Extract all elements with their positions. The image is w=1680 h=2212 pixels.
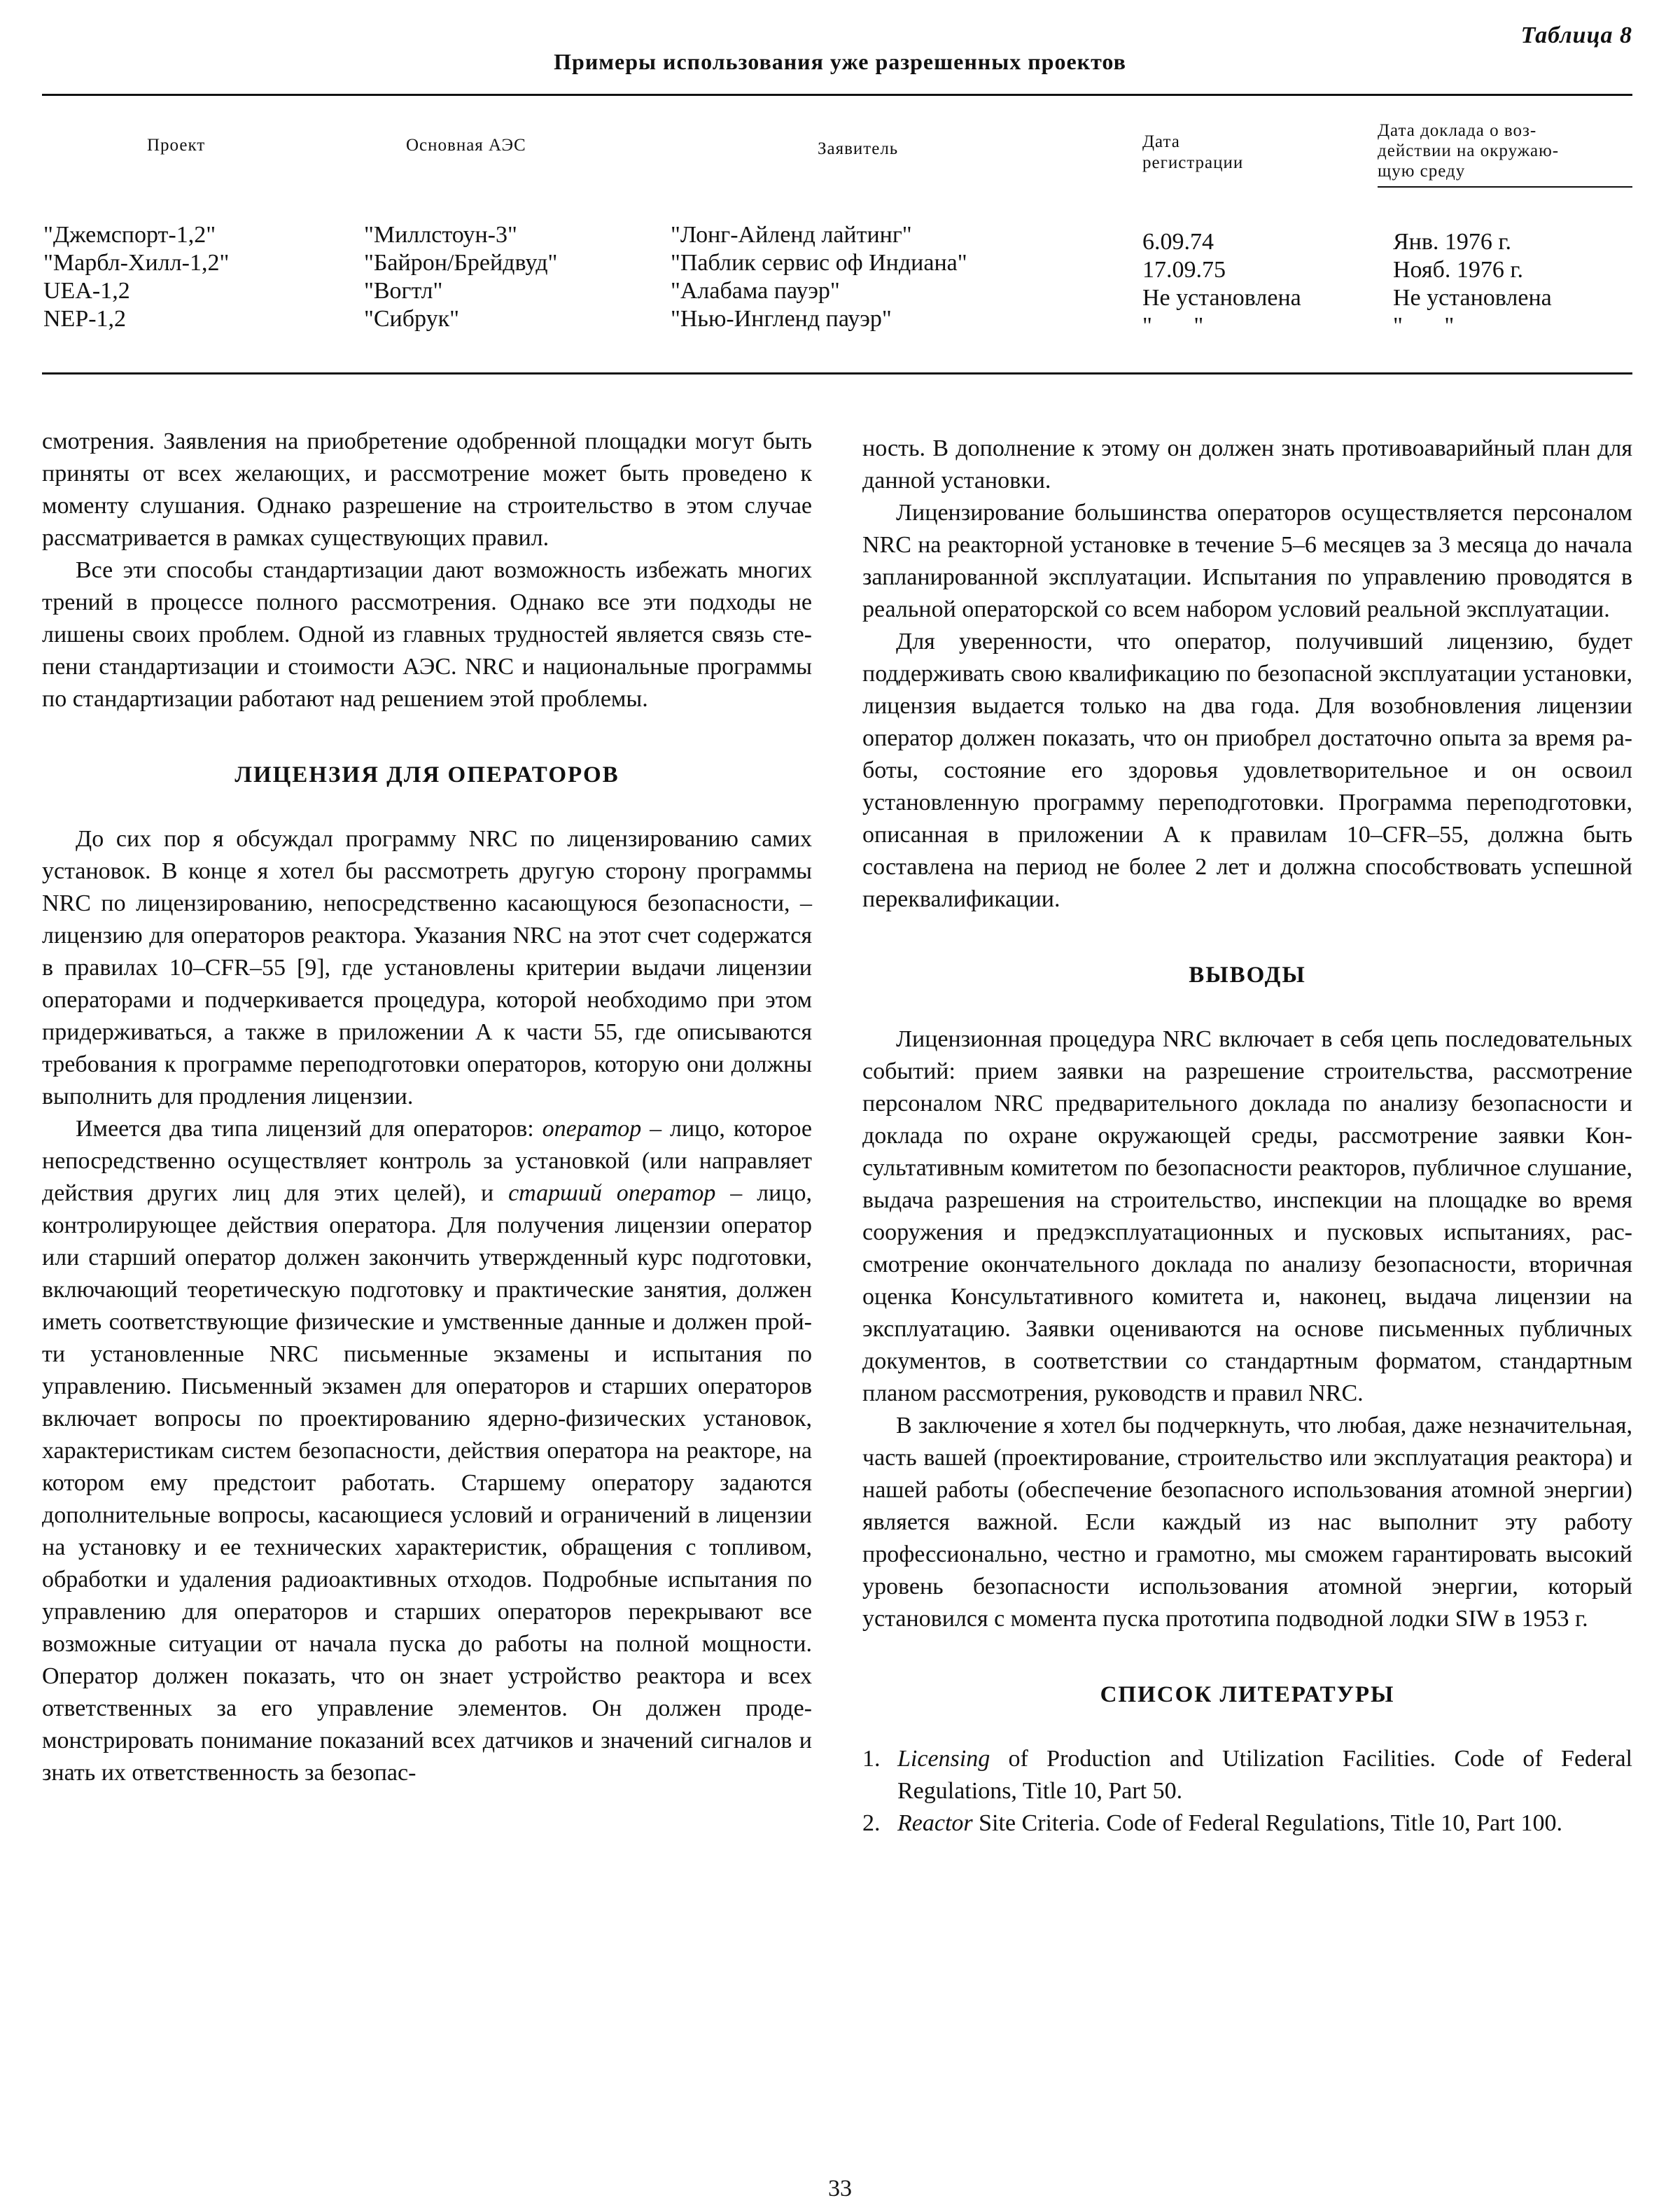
reference-number: 1. <box>862 1746 881 1772</box>
header-plant: Основная АЭС <box>406 136 526 155</box>
column-registration-dates: 6.09.74 17.09.75 Не установлена " " <box>1142 229 1301 339</box>
left-paragraph-4 <box>42 1113 812 1789</box>
header-applicant: Заявитель <box>818 139 899 158</box>
page-number: 33 <box>828 2176 852 2202</box>
left-paragraph-3: До сих пор я обсуждал программу NRC по лицензированию самих установок. В конце я хотел бы рассмотреть другую сторону программы NRC по лицензированию, непосредственно касающуюся безопасности, – лицензию для операторов реактора. Указания NRC на этот счет содержатся в правилах 10–CFR–55 [9], где установлены критерии выдачи лицензии операторами и подчеркивается процедура, которой необходимо при этом придерживаться, а также в приложении А к части 55, где описываются требования к программе переподготовки операторов, которую они должны выполнить для продления лицензии. <box>42 826 812 1110</box>
reference-text <box>897 1743 1632 1807</box>
header-registration: Дата регистрации <box>1142 132 1244 172</box>
right-paragraph-2: Лицензирование большинства операторов осуществляется персоналом NRC на реакторной установке в течение 5–6 месяцев за 3 месяца до начала запланированной эксплуатации. Испытания по управлению проводятся в реальной операторской со всем набором условий реальной эксплуатации. <box>862 500 1632 622</box>
table-bottom-rule <box>42 372 1632 374</box>
column-plants: "Миллстоун-3" "Байрон/Брейдвуд" "Вогтл" "Сибрук" <box>364 222 558 332</box>
reference-number: 2. <box>862 1810 881 1836</box>
term-senior-operator: старший оператор <box>508 1180 716 1206</box>
reference-list <box>862 1743 1632 1840</box>
column-applicants: "Лонг-Айленд лайтинг" "Паблик сервис оф Индиана" "Алабама пауэр" "Нью-Ингленд пауэр" <box>671 222 967 332</box>
header-project: Проект <box>147 136 206 155</box>
table-label: Таблица 8 <box>1520 22 1632 48</box>
section-heading-conclusions: ВЫВОДЫ <box>1189 962 1306 988</box>
reference-item <box>862 1743 1632 1807</box>
p4-part-a: Имеется два типа лицензий для операторов: <box>76 1116 542 1142</box>
table-top-rule <box>42 94 1632 96</box>
left-paragraph-2: Все эти способы стандартизации дают возможность избежать многих трений в процессе полного рассмотрения. Однако все эти подходы не лишены своих проблем. Одной из главных трудностей является связь степени стандартизации и стоимости АЭС. NRC и национальные программы по стандартизации работают над решением этой проблемы. <box>42 557 812 712</box>
column-report-dates: Янв. 1976 г. Нояб. 1976 г. Не установлена " " <box>1393 229 1552 339</box>
reference-item <box>862 1807 1632 1840</box>
reference-italic: Licensing <box>897 1746 990 1772</box>
right-paragraph-1: ность. В дополнение к этому он должен знать противоаварийный план для данной установки. <box>862 435 1632 493</box>
left-column <box>42 426 812 1789</box>
reference-rest: Site Criteria. Code of Federal Regulations, Title 10, Part 100. <box>972 1810 1563 1836</box>
p4-part-b: – лицо, которое непосредственно осуществляет контроль за установкой (или направляет действия других лиц для этих целей), и <box>42 1116 812 1206</box>
table-title: Примеры использования уже разрешенных проектов <box>554 49 1126 74</box>
right-paragraph-5: В заключение я хотел бы подчеркнуть, что любая, даже незначительная, часть вашей (проектирование, строительство или эксплуатация реактора) и нашей работы (обеспечение безопасного использования атомной энергии) является важной. Если каждый из нас выполнит эту работу профессионально, честно и грамотно, мы сможем гарантировать высокий уровень безопасности использования атомной энергии, который установился с момента пуска прототипа подводной лодки SIW в 1953 г. <box>862 1413 1632 1632</box>
section-heading-references: СПИСОК ЛИТЕРАТУРЫ <box>1100 1682 1395 1707</box>
reference-rest: of Production and Utilization Facilities. Code of Federal Regulations, Title 10, Part 50. <box>897 1746 1632 1804</box>
term-operator: оператор <box>542 1116 642 1142</box>
reference-text <box>897 1807 1632 1840</box>
header-underline <box>1378 186 1632 188</box>
reference-italic: Reactor <box>897 1810 973 1836</box>
p4-part-c: – лицо, контролирующее действия оператора. Для получения лицензии оператор или старший оператор должен закончить утвержденный курс подготовки, включающий теоретическую подготовку и практические занятия, должен иметь соответствующие физические и умственные данные и должен пройти установленные NRC письменные экзамены и испытания по управлению. Письменный экзамен для операторов и старших операторов включает вопросы по проектированию ядерно-физических установок, характеристикам систем безопасности, действия оператора на реакторе, на котором ему предстоит работать. Старшему оператору задаются дополнительные вопросы, касающиеся условий и ограничений в лицензии на установку и ее технических характеристик, обращения с топливом, обработки и удаления радиоактивных отходов. Подробные испытания по управлению для операторов и старших операторов перекрывают все возможные ситуации от начала пуска до работы на полной мощности. Оператор должен показать, что он знает устройство реактора и всех ответственных за его управление элементов. Он должен продемонстрировать понимание показаний всех датчиков и значений сигналов и знать их ответственность за безопас- <box>42 1180 812 1786</box>
right-paragraph-4: Лицензионная процедура NRC включает в себя цепь последовательных событий: прием заявки на разрешение строительства, рассмотрение персоналом NRC предварительного доклада по анализу безопасности и доклада по охране окружающей среды, рассмотрение заявки Консультативным комитетом по безопасности реакторов, публичное слушание, выдача разрешения на строительство, инспекции на площадке во время сооружения и предэксплуатационных и пусковых испытаниях, рассмотрение окончательного доклада по анализу безопасности, вторичная оценка Консультативного комитета и, наконец, выдача лицензии на эксплуатацию. Заявки оцениваются на основе письменных публичных документов, в соответствии со стандартным форматом, стандартным планом рассмотрения, руководств и правил NRC. <box>862 1026 1632 1406</box>
header-env-report: Дата доклада о воз- действии на окружаю- щую среду <box>1378 121 1560 181</box>
right-paragraph-3: Для уверенности, что оператор, получивший лицензию, будет поддерживать свою квалификацию по безопасной эксплуатации установки, лицензия выдается только на два года. Для возобновления лицензии оператор должен показать, что он приобрел достаточно опыта за время работы, состояние его здоровья удовлетворительное и он освоил установленную программу переподготовки. Программа переподготовки, описанная в приложении А к правилам 10–CFR–55, должна быть составлена на период не более 2 лет и должна способствовать успешной переквалификации. <box>862 629 1632 912</box>
column-projects: "Джемспорт-1,2" "Марбл-Хилл-1,2" UEA-1,2 NEP-1,2 <box>43 222 230 332</box>
section-heading-operators: ЛИЦЕНЗИЯ ДЛЯ ОПЕРАТОРОВ <box>234 762 620 788</box>
right-column <box>862 433 1632 1840</box>
left-paragraph-1: смотрения. Заявления на приобретение одобренной площадки могут быть приняты от всех желающих, и рассмотрение может быть проведено к моменту слушания. Однако разрешение на строительство в этом случае рассматривается в рамках существующих правил. <box>42 428 812 551</box>
